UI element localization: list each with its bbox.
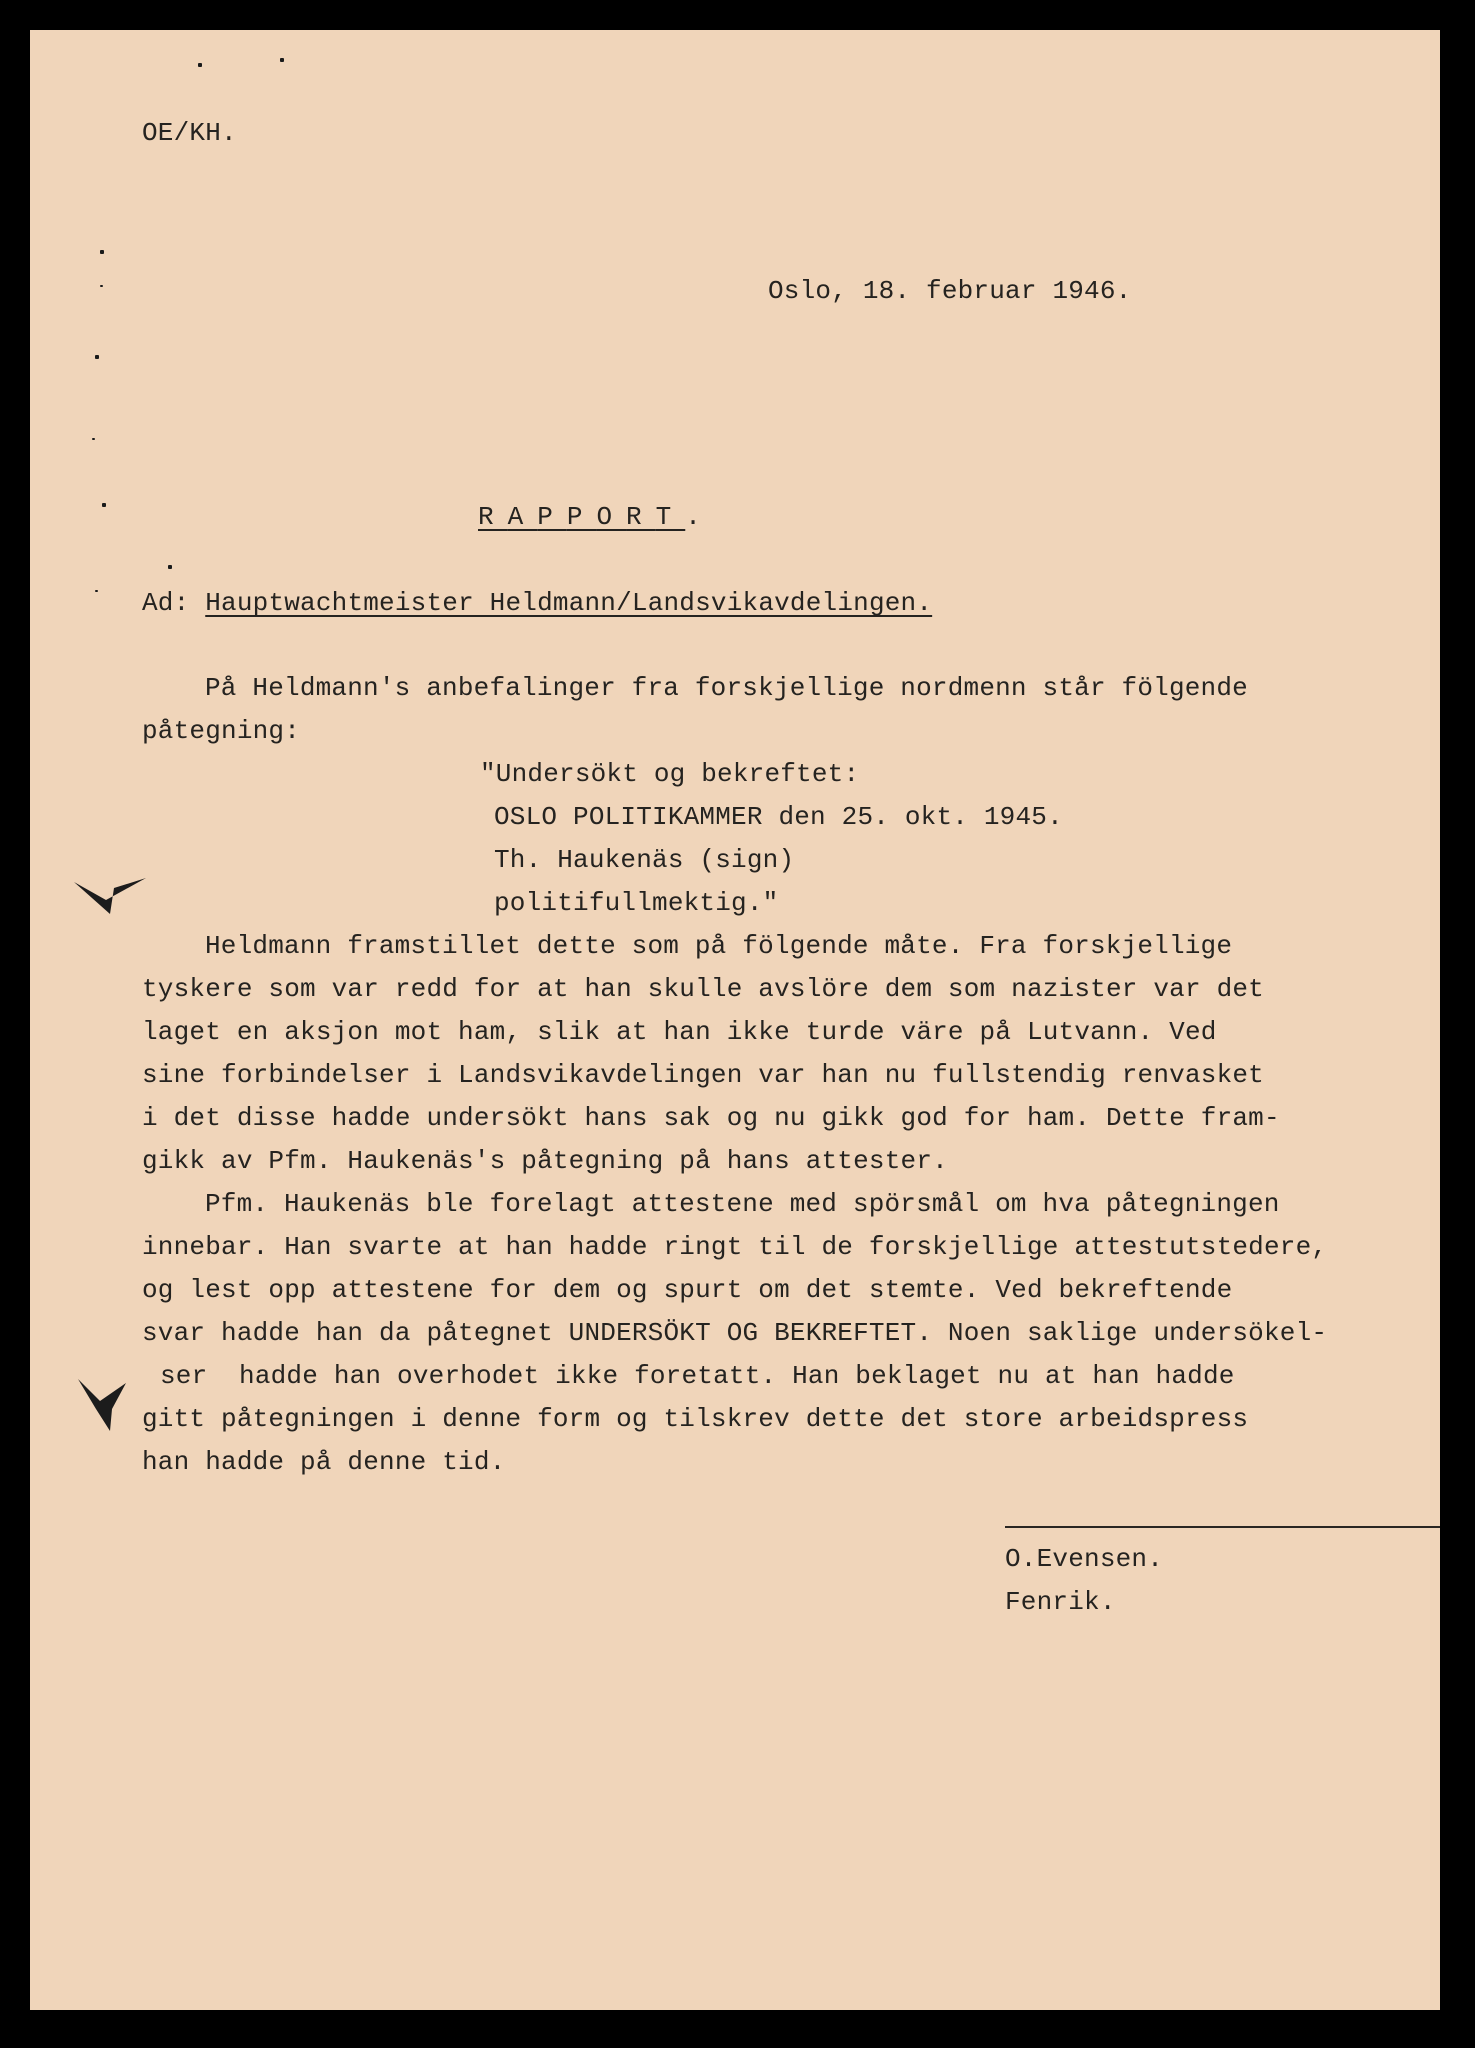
margin-mark (168, 565, 172, 569)
body-line: gitt påtegningen i denne form og tilskrev dette det store arbeidspress (142, 1404, 1249, 1434)
body-line: han hadde på denne tid. (142, 1447, 506, 1477)
title-letter: P (566, 502, 597, 532)
body-line: ser hadde han overhodet ikke foretatt. Han beklaget nu at han hadde (160, 1361, 1235, 1391)
check-mark-icon (72, 1375, 132, 1435)
title-letter: A (507, 502, 538, 532)
body-line: laget en aksjon mot ham, slik at han ikke turde väre på Lutvann. Ved (142, 1017, 1217, 1047)
title-letter: P (537, 502, 567, 532)
margin-mark (100, 250, 104, 254)
body-line: innebar. Han svarte at han hadde ringt til de forskjellige attestutstedere, (142, 1232, 1328, 1262)
margin-mark (280, 58, 284, 62)
quote-line: "Undersökt og bekreftet: (480, 759, 860, 789)
body-line: sine forbindelser i Landsvikavdelingen var han nu fullstendig renvasket (142, 1060, 1264, 1090)
addressee: Hauptwachtmeister Heldmann/Landsvikavdelingen. (205, 588, 933, 618)
margin-mark (95, 590, 98, 592)
signature-name: O.Evensen. (1005, 1544, 1164, 1574)
quote-line: OSLO POLITIKAMMER den 25. okt. 1945. (494, 802, 1063, 832)
quote-line: politifullmektig." (494, 888, 779, 918)
intro-line: påtegning: (142, 716, 301, 746)
body-line: i det disse hadde undersökt hans sak og nu gikk god for ham. Dette fram- (142, 1103, 1280, 1133)
title-letter: R (478, 502, 508, 532)
signature-line (1005, 1526, 1440, 1528)
margin-mark (95, 355, 99, 359)
reference-code: OE/KH. (142, 118, 237, 148)
check-mark-icon (70, 870, 150, 920)
margin-mark (102, 503, 106, 507)
quote-line: Th. Haukenäs (sign) (494, 845, 795, 875)
document-page (30, 30, 1440, 2010)
body-line: Heldmann framstillet dette som på fölgende måte. Fra forskjellige (205, 931, 1233, 961)
addressee-prefix: Ad: (142, 588, 190, 618)
title-letter: O (596, 502, 627, 532)
body-line: gikk av Pfm. Haukenäs's påtegning på hans attester. (142, 1146, 948, 1176)
document-title (478, 502, 715, 532)
body-line: Pfm. Haukenäs ble forelagt attestene med spörsmål om hva påtegningen (205, 1189, 1280, 1219)
margin-mark (100, 285, 103, 287)
title-letter: R (626, 502, 656, 532)
title-period: . (685, 502, 715, 532)
body-line: svar hadde han da påtegnet UNDERSÖKT OG BEKREFTET. Noen saklige undersökel- (142, 1318, 1328, 1348)
body-line: og lest opp attestene for dem og spurt om det stemte. Ved bekreftende (142, 1275, 1233, 1305)
addressee-line (142, 588, 932, 618)
margin-mark (198, 63, 202, 67)
margin-mark (92, 438, 95, 440)
document-date: Oslo, 18. februar 1946. (768, 276, 1132, 306)
title-letter: T (655, 502, 686, 532)
intro-line: På Heldmann's anbefalinger fra forskjellige nordmenn står fölgende (205, 673, 1248, 703)
body-line: tyskere som var redd for at han skulle avslöre dem som nazister var det (142, 974, 1264, 1004)
signature-rank: Fenrik. (1005, 1587, 1116, 1617)
